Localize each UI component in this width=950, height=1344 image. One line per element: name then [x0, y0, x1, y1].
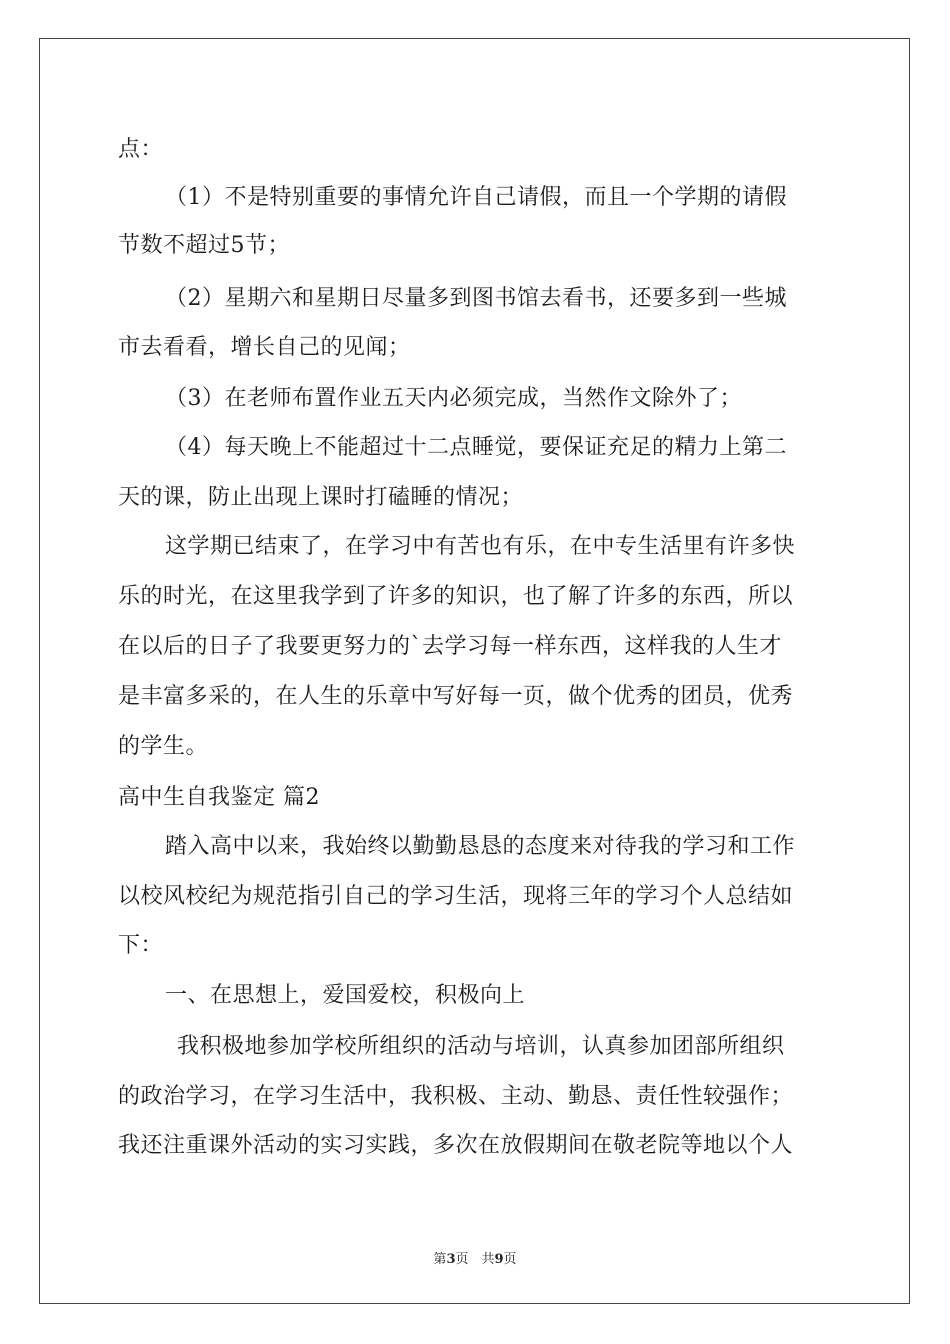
section-heading: 高中生自我鉴定 篇2: [118, 785, 320, 810]
page-border: [39, 38, 910, 1304]
text-line: 乐的时光，在这里我学到了许多的知识，也了解了许多的东西，所以: [118, 584, 794, 609]
text-line: 以校风校纪为规范指引自己的学习生活，现将三年的学习个人总结如: [118, 884, 794, 909]
subsection-heading: 一、在思想上，爱国爱校，积极向上: [165, 983, 526, 1008]
text-line: 的政治学习，在学习生活中，我积极、主动、勤恳、责任性较强作；: [118, 1084, 794, 1109]
text-line: 踏入高中以来，我始终以勤勤恳恳的态度来对待我的学习和工作: [165, 834, 796, 859]
text-line: 我还注重课外活动的实习实践，多次在放假期间在敬老院等地以个人: [118, 1133, 794, 1158]
text-line: （3）在老师布置作业五天内必须完成，当然作文除外了；: [165, 386, 742, 411]
text-line: 下：: [118, 933, 164, 958]
footer-mid: 页 共: [455, 1252, 495, 1267]
text-line: 天的课，防止出现上课时打磕睡的情况；: [118, 485, 524, 510]
text-line: 我积极地参加学校所组织的活动与培训，认真参加团部所组织: [177, 1034, 785, 1059]
text-line: 在以后的日子了我要更努力的`去学习每一样东西，这样我的人生才: [118, 634, 783, 659]
text-line: 点：: [118, 137, 164, 162]
text-line: 市去看看，增长自己的见闻；: [118, 335, 411, 360]
text-line: 节数不超过5节；: [118, 233, 290, 258]
footer-prefix: 第: [433, 1252, 447, 1267]
text-line: （4）每天晚上不能超过十二点睡觉，要保证充足的精力上第二: [165, 435, 787, 460]
footer-suffix: 页: [503, 1252, 517, 1267]
current-page-number: 3: [446, 1252, 456, 1267]
text-line: （1）不是特别重要的事情允许自己请假，而且一个学期的请假: [165, 185, 787, 210]
text-line: 这学期已结束了，在学习中有苦也有乐，在中专生活里有许多快: [165, 534, 796, 559]
text-line: 是丰富多采的，在人生的乐章中写好每一页，做个优秀的团员，优秀: [118, 684, 794, 709]
text-line: 的学生。: [118, 734, 209, 759]
total-pages-number: 9: [494, 1252, 504, 1267]
text-line: （2）星期六和星期日尽量多到图书馆去看书，还要多到一些城: [165, 286, 787, 311]
page-footer: [0, 1248, 950, 1267]
